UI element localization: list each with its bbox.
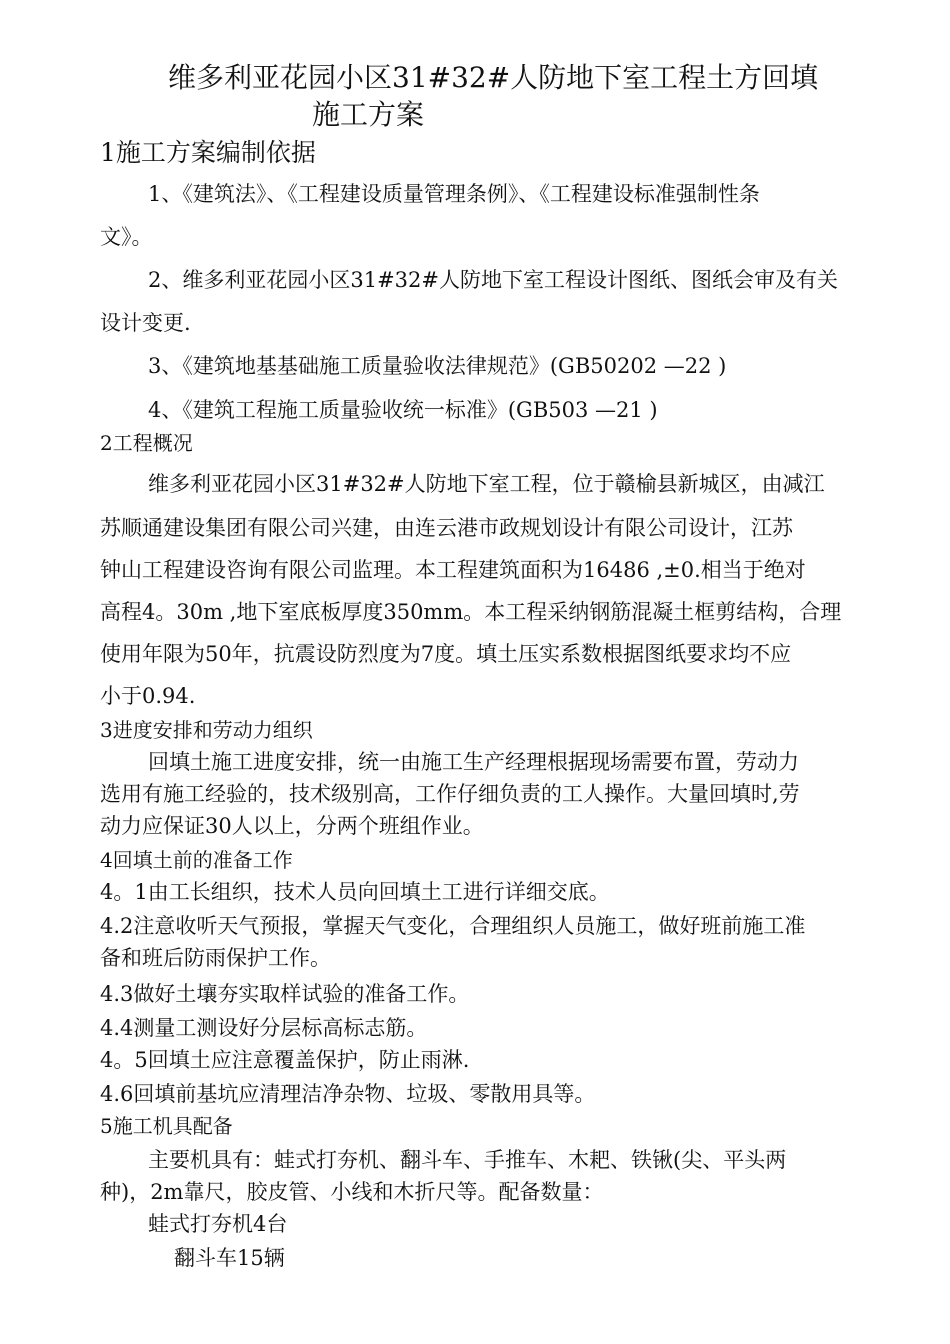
basis-item-3: 3、《建筑地基基础施工质量验收法律规范》(GB50202 —22 )	[148, 354, 727, 378]
basis-item-2-line-1: 2、维多利亚花园小区31#32#人防地下室工程设计图纸、图纸会审及有关	[148, 268, 838, 292]
section-4-heading: 4回填土前的准备工作	[100, 848, 293, 872]
equipment-line-2: 种)，2m靠尺，胶皮管、小线和木折尺等。配备数量：	[100, 1180, 604, 1204]
section-1-heading: 1施工方案编制依据	[100, 138, 316, 167]
schedule-line-2: 选用有施工经验的，技术级别高，工作仔细负责的工人操作。大量回填时,劳	[100, 782, 800, 806]
overview-line-1: 维多利亚花园小区31#32#人防地下室工程，位于赣榆县新城区，由减江	[148, 472, 825, 496]
section-2-heading: 2工程概况	[100, 431, 193, 455]
doc-title-line-1: 维多利亚花园小区31#32#人防地下室工程土方回填	[168, 61, 819, 94]
basis-item-1-line-2: 文》。	[100, 225, 153, 249]
schedule-line-3: 动力应保证30人以上，分两个班组作业。	[100, 814, 484, 838]
overview-line-6: 小于0.94.	[100, 684, 196, 708]
equipment-line-1: 主要机具有：蛙式打夯机、翻斗车、手推车、木耙、铁锹(尖、平头两	[148, 1148, 787, 1172]
overview-line-5: 使用年限为50年，抗震设防烈度为7度。填土压实系数根据图纸要求均不应	[100, 642, 792, 666]
prep-item-4-4: 4.4测量工测设好分层标高标志筋。	[100, 1016, 428, 1040]
equipment-item-rammer: 蛙式打夯机4台	[148, 1212, 288, 1236]
basis-item-2-line-2: 设计变更.	[100, 311, 191, 335]
prep-item-4-1: 4。1由工长组织，技术人员向回填土工进行详细交底。	[100, 880, 610, 904]
basis-item-1-line-1: 1、《建筑法》、《工程建设质量管理条例》、《工程建设标准强制性条	[148, 182, 760, 206]
overview-line-4: 高程4。30m ,地下室底板厚度350mm。本工程采纳钢筋混凝土框剪结构，合理	[100, 600, 842, 624]
doc-title-line-2: 施工方案	[312, 98, 425, 131]
prep-item-4-2-line-1: 4.2注意收听天气预报，掌握天气变化，合理组织人员施工，做好班前施工准	[100, 914, 806, 938]
prep-item-4-6: 4.6回填前基坑应清理洁净杂物、垃圾、零散用具等。	[100, 1082, 596, 1106]
schedule-line-1: 回填土施工进度安排，统一由施工生产经理根据现场需要布置，劳动力	[148, 750, 799, 774]
overview-line-2: 苏顺通建设集团有限公司兴建，由连云港市政规划设计有限公司设计，江苏	[100, 516, 793, 540]
section-3-heading: 3进度安排和劳动力组织	[100, 718, 313, 742]
equipment-item-dumper: 翻斗车15辆	[174, 1246, 285, 1270]
basis-item-4: 4、《建筑工程施工质量验收统一标准》(GB503 —21 )	[148, 398, 658, 422]
prep-item-4-5: 4。5回填土应注意覆盖保护，防止雨淋.	[100, 1048, 470, 1072]
overview-line-3: 钟山工程建设咨询有限公司监理。本工程建筑面积为16486 ,±0.相当于绝对	[100, 558, 806, 582]
prep-item-4-3: 4.3做好土壤夯实取样试验的准备工作。	[100, 982, 470, 1006]
prep-item-4-2-line-2: 备和班后防雨保护工作。	[100, 946, 331, 970]
section-5-heading: 5施工机具配备	[100, 1114, 233, 1138]
